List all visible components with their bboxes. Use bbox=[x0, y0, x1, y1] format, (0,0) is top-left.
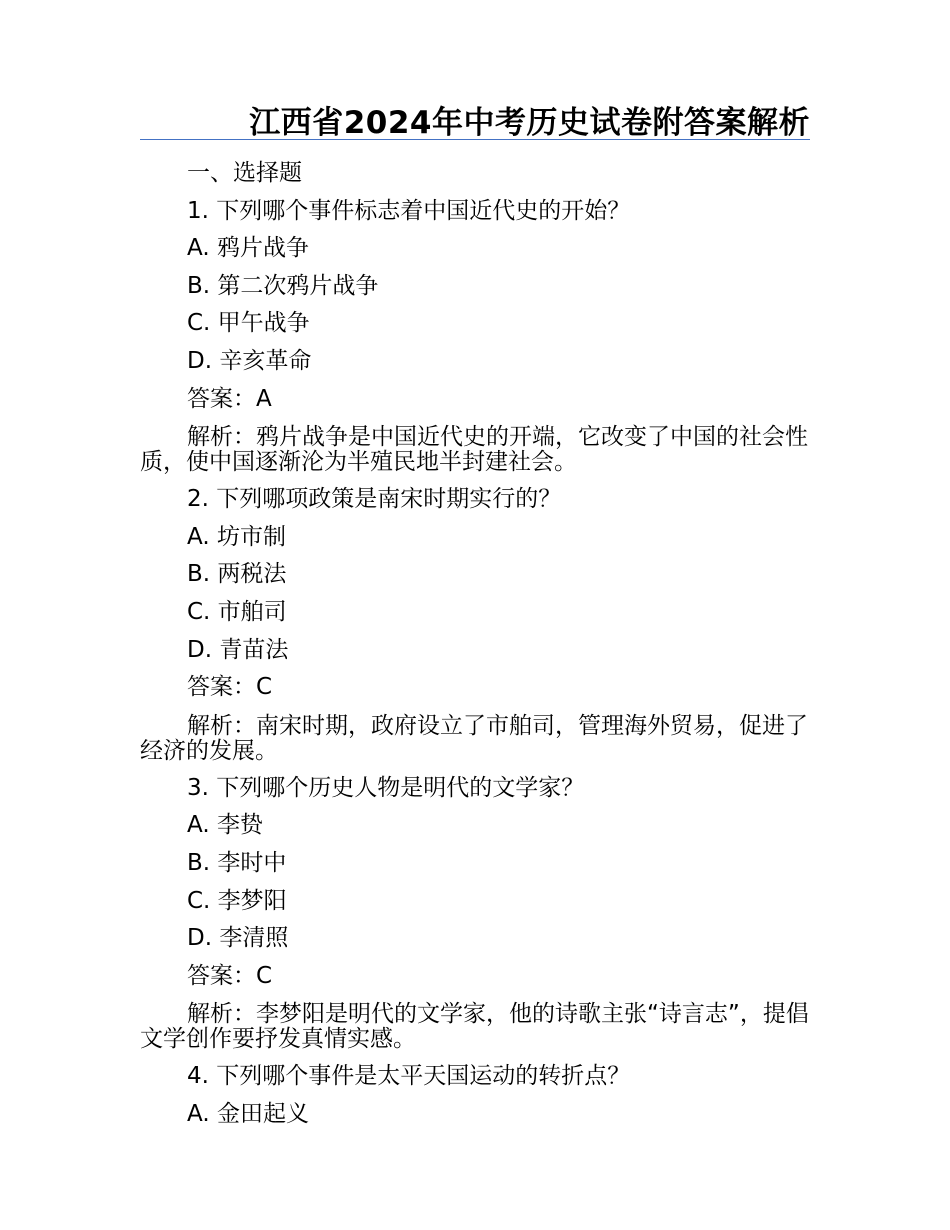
question-1-option-a: A. 鸦片战争 bbox=[187, 235, 309, 262]
question-3-option-c: C. 李梦阳 bbox=[187, 887, 287, 914]
section-heading: 一、选择题 bbox=[187, 160, 302, 186]
question-4-option-a: A. 金田起义 bbox=[187, 1100, 309, 1127]
question-2-explanation: 解析：南宋时期，政府设立了市舶司，管理海外贸易，促进了经济的发展。 bbox=[140, 712, 808, 764]
question-2-option-c: C. 市舶司 bbox=[187, 598, 287, 625]
question-1-explanation: 解析：鸦片战争是中国近代史的开端，它改变了中国的社会性质，使中国逐渐沦为半殖民地半封建社会。 bbox=[140, 424, 808, 476]
question-1-option-c: C. 甲午战争 bbox=[187, 310, 310, 337]
question-1-option-b: B. 第二次鸦片战争 bbox=[187, 272, 379, 299]
question-3-option-a: A. 李贽 bbox=[187, 812, 263, 839]
question-3-answer: 答案：C bbox=[187, 962, 273, 989]
title-underline bbox=[140, 139, 810, 140]
question-3-text: 3. 下列哪个历史人物是明代的文学家？ bbox=[187, 774, 585, 801]
question-3-option-d: D. 李清照 bbox=[187, 925, 289, 952]
document-body bbox=[140, 155, 810, 1133]
question-2-text: 2. 下列哪项政策是南宋时期实行的？ bbox=[187, 486, 562, 513]
question-2-answer: 答案：C bbox=[187, 674, 273, 701]
question-3-explanation: 解析：李梦阳是明代的文学家，他的诗歌主张“诗言志”，提倡文学创作要抒发真情实感。 bbox=[140, 1001, 809, 1053]
question-4-text: 4. 下列哪个事件是太平天国运动的转折点？ bbox=[187, 1063, 631, 1090]
question-1-option-d: D. 辛亥革命 bbox=[187, 347, 312, 374]
question-1-answer: 答案：A bbox=[187, 385, 272, 412]
document-title: 江西省2024年中考历史试卷附答案解析 bbox=[249, 105, 810, 141]
question-2-option-d: D. 青苗法 bbox=[187, 636, 289, 663]
question-3-option-b: B. 李时中 bbox=[187, 849, 287, 876]
question-2-option-b: B. 两税法 bbox=[187, 561, 287, 588]
question-1-text: 1. 下列哪个事件标志着中国近代史的开始？ bbox=[187, 197, 631, 224]
question-2-option-a: A. 坊市制 bbox=[187, 523, 286, 550]
